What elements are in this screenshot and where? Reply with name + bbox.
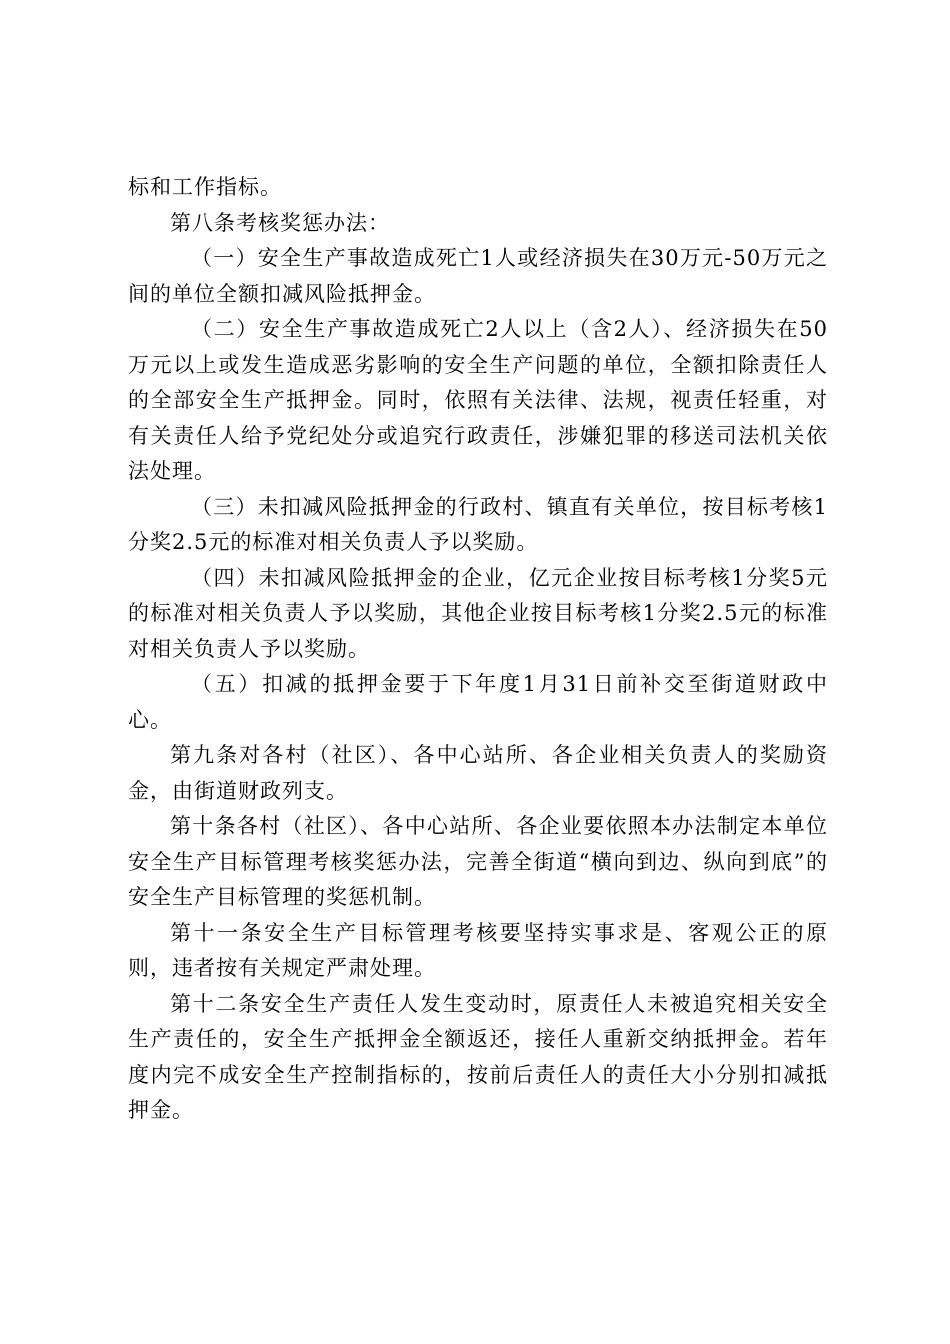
article-8-item-1: （一）安全生产事故造成死亡1人或经济损失在30万元-50万元之间的单位全额扣减风险抵押金。 [128, 246, 828, 306]
article-11: 第十一条安全生产目标管理考核要坚持实事求是、客观公正的原则，违者按有关规定严肃处理。 [128, 920, 828, 980]
article-8-heading: 第八条考核奖惩办法： [170, 210, 390, 235]
document-body [128, 170, 828, 1129]
article-8-item-3: （三）未扣减风险抵押金的行政村、镇直有关单位，按目标考核1分奖2.5元的标准对相关负责人予以奖励。 [128, 494, 828, 554]
article-8-item-2: （二）安全生产事故造成死亡2人以上（含2人）、经济损失在50万元以上或发生造成恶劣影响的安全生产问题的单位，全额扣除责任人的全部安全生产抵押金。同时，依照有关法律、法规，视责任轻重，对有关责任人给予党纪处分或追究行政责任，涉嫌犯罪的移送司法机关依法处理。 [128, 317, 828, 483]
article-10: 第十条各村（社区）、各中心站所、各企业要依照本办法制定本单位安全生产目标管理考核奖惩办法，完善全街道“横向到边、纵向到底”的安全生产目标管理的奖惩机制。 [128, 814, 828, 909]
article-8-item-4: （四）未扣减风险抵押金的企业，亿元企业按目标考核1分奖5元的标准对相关负责人予以奖励，其他企业按目标考核1分奖2.5元的标准对相关负责人予以奖励。 [128, 565, 828, 661]
paragraph-continuation: 标和工作指标。 [128, 175, 282, 199]
article-12: 第十二条安全生产责任人发生变动时，原责任人未被追究相关安全生产责任的，安全生产抵押金全额返还，接任人重新交纳抵押金。若年度内完不成安全生产控制指标的，按前后责任人的责任大小分别扣减抵押金。 [128, 991, 828, 1122]
article-8-item-5: （五）扣减的抵押金要于下年度1月31日前补交至街道财政中心。 [128, 672, 828, 732]
article-9: 第九条对各村（社区）、各中心站所、各企业相关负责人的奖励资金，由街道财政列支。 [128, 743, 828, 803]
